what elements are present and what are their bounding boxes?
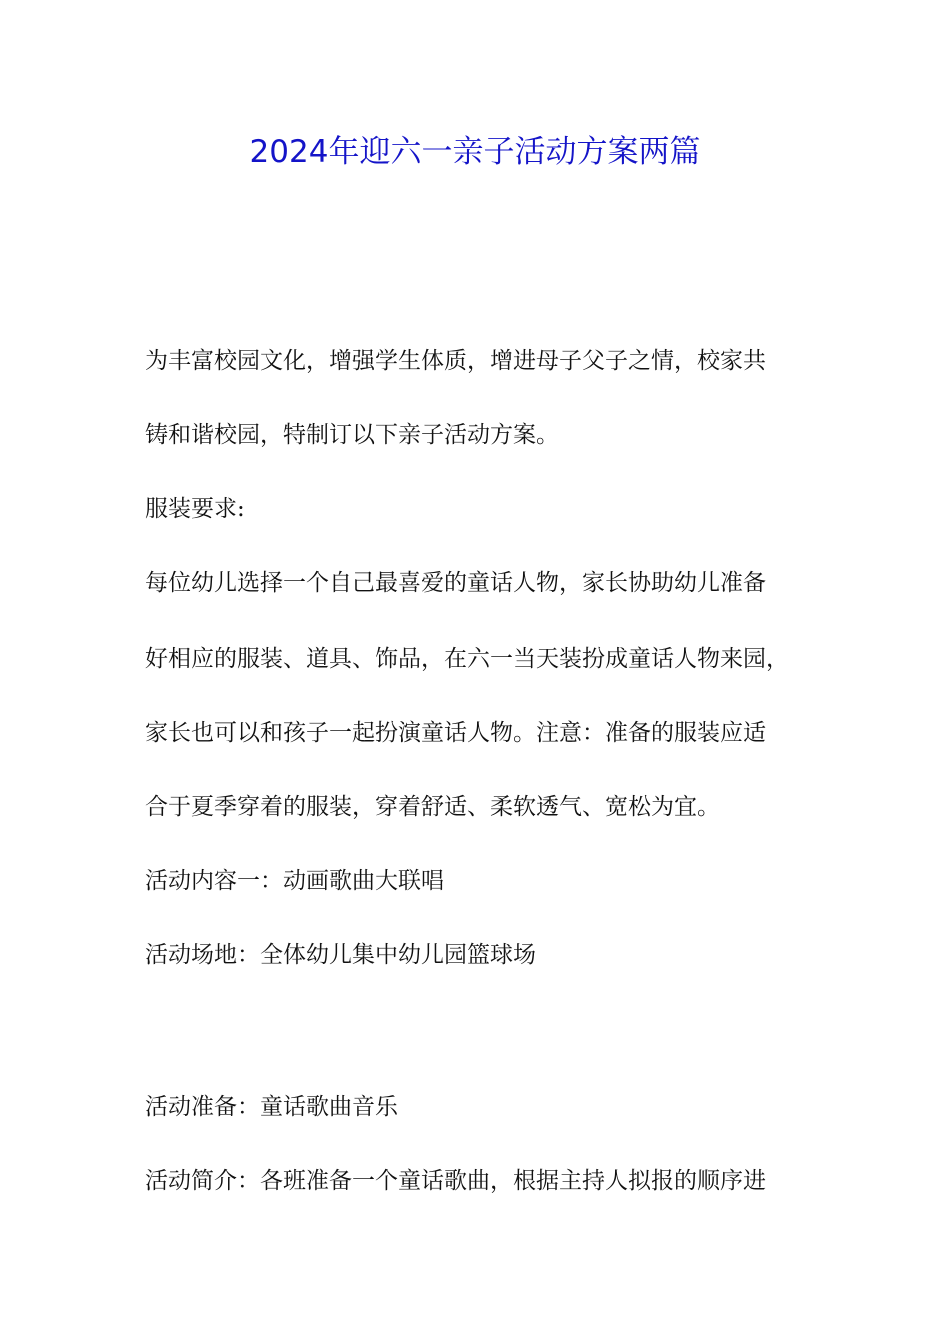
activity-content-heading: 活动内容一：动画歌曲大联唱 — [145, 868, 444, 894]
section-heading-costume: 服装要求: — [145, 496, 245, 522]
activity-venue: 活动场地：全体幼儿集中幼儿园篮球场 — [145, 942, 536, 968]
paragraph-costume-line-2: 好相应的服装、道具、饰品，在六一当天装扮成童话人物来园， — [145, 646, 789, 672]
paragraph-costume-line-3: 家长也可以和孩子一起扮演童话人物。注意：准备的服装应适 — [145, 720, 766, 746]
paragraph-intro-line-2: 铸和谐校园，特制订以下亲子活动方案。 — [145, 422, 559, 448]
paragraph-costume-line-1: 每位幼儿选择一个自己最喜爱的童话人物，家长协助幼儿准备 — [145, 570, 766, 596]
document-title: 2024年迎六一亲子活动方案两篇 — [249, 134, 701, 170]
activity-preparation: 活动准备：童话歌曲音乐 — [145, 1094, 398, 1120]
paragraph-costume-line-4: 合于夏季穿着的服装，穿着舒适、柔软透气、宽松为宜。 — [145, 794, 720, 820]
activity-introduction: 活动简介：各班准备一个童话歌曲，根据主持人拟报的顺序进 — [145, 1168, 766, 1194]
paragraph-intro-line-1: 为丰富校园文化，增强学生体质，增进母子父子之情，校家共 — [145, 348, 766, 374]
